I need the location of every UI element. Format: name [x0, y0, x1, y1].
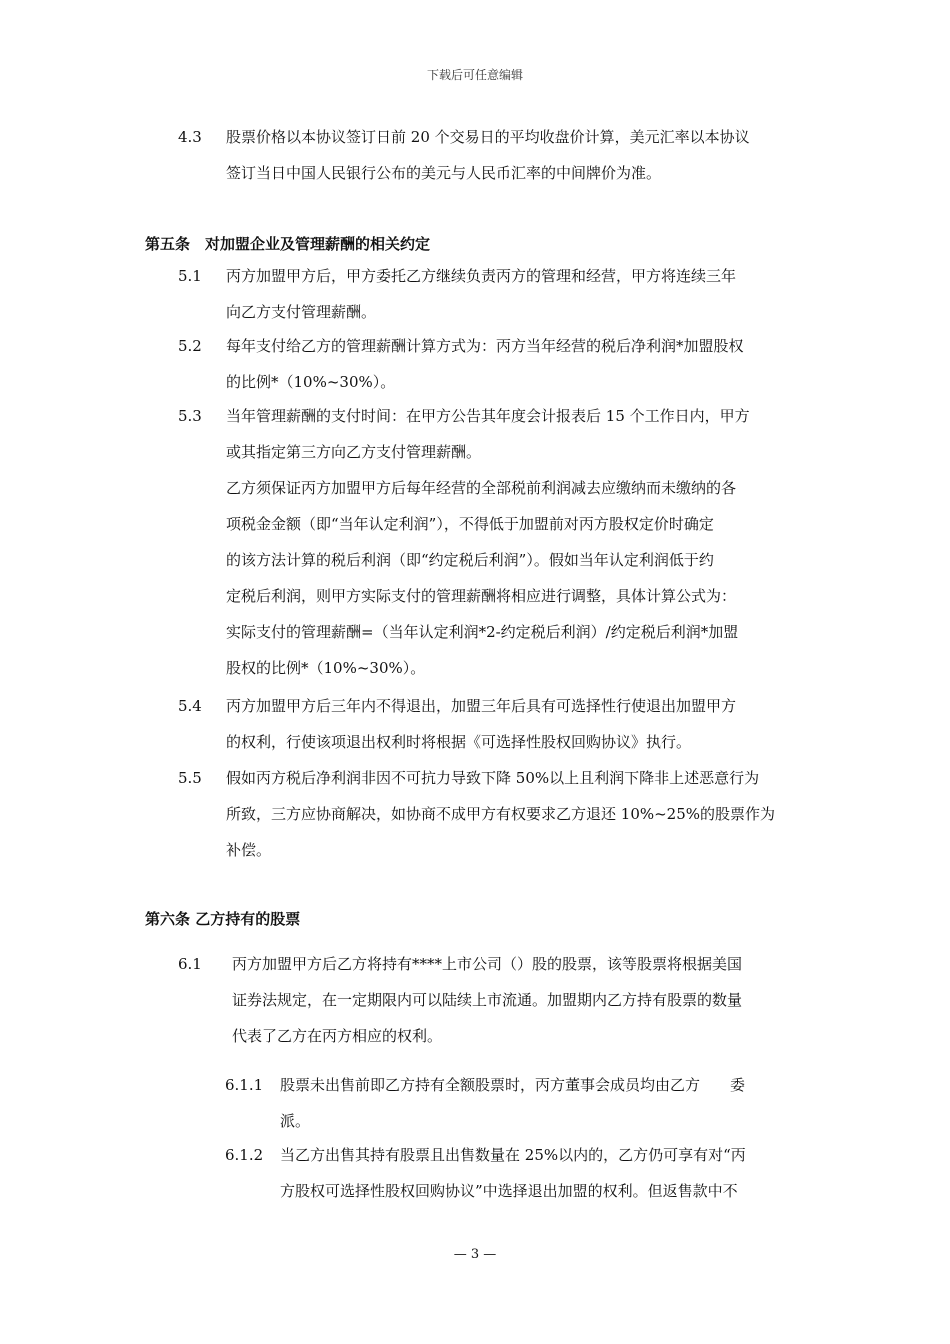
clause-number: 6.1: [178, 955, 202, 973]
clause-line: 证券法规定，在一定期限内可以陆续上市流通。加盟期内乙方持有股票的数量: [232, 991, 743, 1009]
clause-line: 丙方加盟甲方后三年内不得退出，加盟三年后具有可选择性行使退出加盟甲方: [226, 697, 737, 715]
clause-number: 6.1.1: [225, 1076, 264, 1094]
clause-line: 的比例*（10%~30%）。: [226, 373, 396, 391]
clause-line: 的权利，行使该项退出权利时将根据《可选择性股权回购协议》执行。: [226, 733, 692, 751]
section-6-title: 第六条 乙方持有的股票: [145, 910, 301, 928]
clause-line: 定税后利润，则甲方实际支付的管理薪酬将相应进行调整，具体计算公式为：: [226, 587, 737, 605]
clause-line: 乙方须保证丙方加盟甲方后每年经营的全部税前利润减去应缴纳而未缴纳的各: [226, 479, 737, 497]
clause-line: 派。: [280, 1112, 311, 1130]
clause-line: 项税金金额（即“当年认定利润”），不得低于加盟前对丙方股权定价时确定: [226, 515, 714, 533]
clause-line: 股权的比例*（10%~30%）。: [226, 659, 426, 677]
clause-line: 股票价格以本协议签订日前 20 个交易日的平均收盘价计算，美元汇率以本协议: [226, 128, 750, 146]
clause-line: 丙方加盟甲方后，甲方委托乙方继续负责丙方的管理和经营，甲方将连续三年: [226, 267, 737, 285]
clause-line: 丙方加盟甲方后乙方将持有****上市公司（）股的股票，该等股票将根据美国: [232, 955, 743, 973]
page-header: 下载后可任意编辑: [426, 68, 523, 82]
clause-line: 补偿。: [226, 841, 272, 859]
clause-line: 当乙方出售其持有股票且出售数量在 25%以内的，乙方仍可享有对“丙: [280, 1146, 746, 1164]
clause-number: 5.1: [178, 267, 202, 285]
clause-line: 代表了乙方在丙方相应的权利。: [232, 1027, 443, 1045]
section-5-title: 第五条 对加盟企业及管理薪酬的相关约定: [145, 235, 431, 253]
clause-line: 实际支付的管理薪酬=（当年认定利润*2-约定税后利润）/约定税后利润*加盟: [226, 623, 739, 641]
clause-line: 股票未出售前即乙方持有全额股票时，丙方董事会成员均由乙方 委: [280, 1076, 746, 1094]
clause-line: 方股权可选择性股权回购协议”中选择退出加盟的权利。但返售款中不: [280, 1182, 738, 1200]
clause-number: 4.3: [178, 128, 202, 146]
clause-line: 每年支付给乙方的管理薪酬计算方式为：丙方当年经营的税后净利润*加盟股权: [226, 337, 744, 355]
clause-line: 当年管理薪酬的支付时间：在甲方公告其年度会计报表后 15 个工作日内，甲方: [226, 407, 750, 425]
page-number: — 3 —: [453, 1247, 497, 1262]
clause-line: 所致，三方应协商解决，如协商不成甲方有权要求乙方退还 10%~25%的股票作为: [226, 805, 776, 823]
clause-number: 5.5: [178, 769, 202, 787]
clause-line: 假如丙方税后净利润非因不可抗力导致下降 50%以上且利润下降非上述恶意行为: [226, 769, 760, 787]
clause-number: 6.1.2: [225, 1146, 264, 1164]
clause-line: 或其指定第三方向乙方支付管理薪酬。: [226, 443, 482, 461]
clause-line: 的该方法计算的税后利润（即“约定税后利润”）。假如当年认定利润低于约: [226, 551, 714, 569]
clause-number: 5.4: [178, 697, 202, 715]
clause-line: 签订当日中国人民银行公布的美元与人民币汇率的中间牌价为准。: [226, 164, 662, 182]
clause-number: 5.2: [178, 337, 202, 355]
clause-number: 5.3: [178, 407, 202, 425]
clause-line: 向乙方支付管理薪酬。: [226, 303, 377, 321]
